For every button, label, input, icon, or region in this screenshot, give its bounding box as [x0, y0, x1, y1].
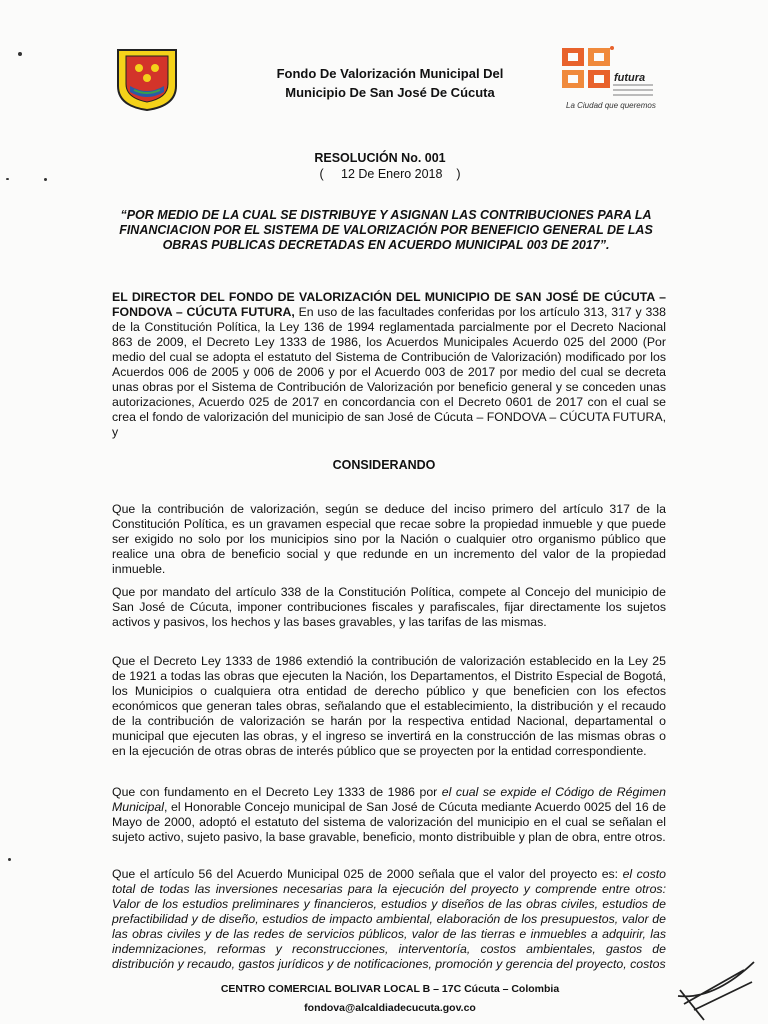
- logo-word: futura: [614, 72, 646, 84]
- paragraph-5: [112, 867, 666, 972]
- municipal-crest-icon: [112, 46, 182, 112]
- scan-speck: [44, 178, 47, 181]
- director-text: En uso de las facultades conferidas por los artículo 313, 317 y 338 de la Constitución Política, la Ley 136 de 1994 reglamentada parcialmente por el Decreto Nacional 863 de 2009, el Decreto Ley 1333 de 1986, los Acuerdos Municipales Acuerdo 025 del 2000 (Por medio del cual se adopta el estatuto del Sistema de Contribución de Valorización) modificado por los Acuerdos 006 de 2005 y 006 de 2006 y por el Acuerdo 003 de 2017 por medio del cual se decreta unas obras por el Sistema de Contribución de Valorización por beneficio general y se conceden unas autorizaciones, Acuerdo 025 de 2017 en concordancia con el Decreto 0601 de 2017 con el cual se crea el fondo de valorización del municipio de san José de Cúcuta – FONDOVA – CÚCUTA FUTURA, y: [112, 305, 666, 439]
- scan-speck: [6, 178, 9, 180]
- resolution-title: RESOLUCIÓN No. 001: [314, 151, 446, 165]
- paragraph-4-italic: el cual se expide el Código de Régimen Municipal: [112, 785, 666, 814]
- paragraph-5-italic: el costo total de todas las inversiones necesarias para la ejecución del proyecto y comprende entre otros: Valor de los estudios preliminares y financieros, estudios y diseños de las obras civiles, estudios de prefactibilidad y de diseño, estudios de impacto ambiental, elaboración de los presupuestos, valor de las obras civiles y de las redes de servicios públicos, valor de las tierras e inmuebles a adquirir, las indemnizaciones, reformas y reconstrucciones, interventoría, costos ambientales, gastos de distribución y recaudo, gastos jurídicos y de notificaciones, promoción y gerencia del proyecto, costos: [112, 867, 666, 971]
- paragraph-5-start: Que el artículo 56 del Acuerdo Municipal 025 de 2000 señala que el valor del proyecto es:: [112, 867, 623, 881]
- paragraph-2: Que por mandato del artículo 338 de la Constitución Política, compete al Concejo del municipio de San José de Cúcuta, imponer contribuciones fiscales y parafiscales, fijar directamente los sujetos activos y pasivos, los hechos y las bases gravables, y las tarifas de las mismas.: [112, 585, 666, 629]
- footer-email: fondova@alcaldiadecucuta.gov.co: [304, 1002, 476, 1014]
- director-paragraph: [112, 290, 666, 440]
- resolution-subject: “POR MEDIO DE LA CUAL SE DISTRIBUYE Y ASIGNAN LAS CONTRIBUCIONES PARA LA FINANCIACION POR EL SISTEMA DE VALORIZACIÓN POR BENEFICIO GENERAL DE LAS OBRAS PUBLICAS DECRETADAS EN ACUERDO MUNICIPAL 003 DE 2017”.: [119, 208, 653, 252]
- footer-address: CENTRO COMERCIAL BOLIVAR LOCAL B – 17C Cúcuta – Colombia: [220, 983, 560, 995]
- header-line-2: Municipio De San José De Cúcuta: [285, 85, 495, 100]
- paragraph-4-start: Que con fundamento en el Decreto Ley 1333 de 1986 por: [112, 785, 442, 799]
- considerando-heading: CONSIDERANDO: [332, 458, 436, 472]
- scan-speck: [18, 52, 22, 56]
- director-bold-intro: EL DIRECTOR DEL FONDO DE VALORIZACIÓN DEL MUNICIPIO DE SAN JOSÉ DE CÚCUTA – FONDOVA – CÚCUTA FUTURA,: [112, 290, 666, 319]
- logo-slogan: La Ciudad que queremos: [566, 101, 656, 110]
- paragraph-1: Que la contribución de valorización, según se deduce del inciso primero del artículo 317 de la Constitución Política, es un gravamen especial que recae sobre la propiedad inmueble y que puede ser exigido no solo por los municipios sino por la Nación o cualquier otro organismo público que realice una obra de beneficio social y que redunde en un incremento del valor de la propiedad inmueble.: [112, 502, 666, 576]
- paragraph-3: Que el Decreto Ley 1333 de 1986 extendió la contribución de valorización establecido en la Ley 25 de 1921 a todas las obras que ejecuten la Nación, los Departamentos, el Distrito Especial de Bogotá, los Municipios o cualquiera otra entidad de derecho público y que beneficien con los efectos económicos que generan tales obras, señalando que el establecimiento, la distribución y el recaudo de la contribución de valorización se harán por la respectiva entidad Nacional, departamental o municipal que ejecuten las obras, y el ingreso se invertirá en la construcción de las mismas obras o en la ejecución de otras obras de interés público que se proyecten por la entidad correspondiente.: [112, 654, 666, 758]
- paragraph-4: [112, 785, 666, 845]
- fund-header: [250, 64, 530, 102]
- paragraph-4-end: , el Honorable Concejo municipal de San José de Cúcuta mediante Acuerdo 0025 del 16 de Mayo de 2000, adoptó el estatuto del sistema de valorización del municipio en el cual se señalan el sujeto activo, sujeto pasivo, la base gravable, beneficio, monto distribuible y plan de obra, entre otros.: [112, 800, 666, 844]
- scan-speck: [8, 858, 11, 861]
- header-line-1: Fondo De Valorización Municipal Del: [276, 66, 504, 81]
- resolution-date: ( 12 De Enero 2018 ): [319, 167, 461, 181]
- logo-subtext-lines: [613, 84, 653, 99]
- signature-mark: [674, 960, 758, 1024]
